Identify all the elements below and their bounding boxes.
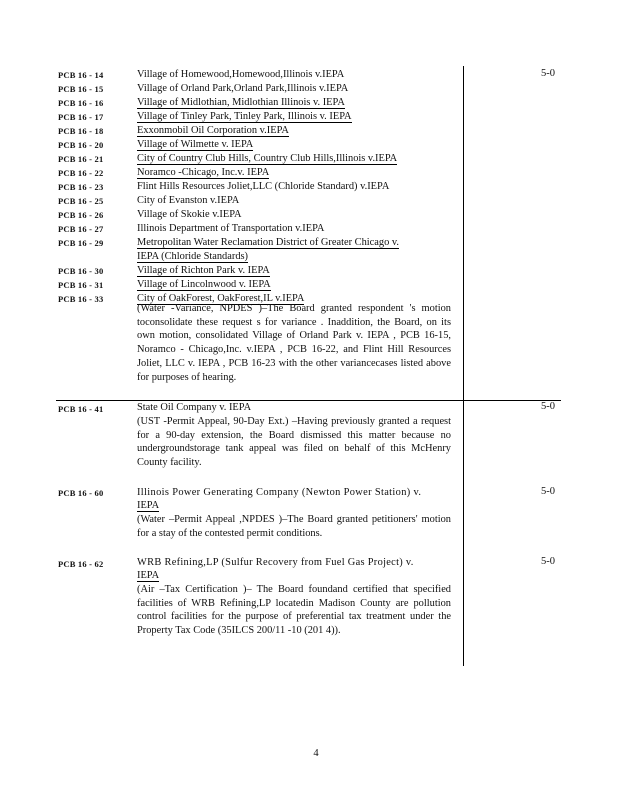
- case-number: PCB 16 - 62: [58, 559, 104, 569]
- table-vertical-rule: [463, 66, 464, 666]
- case-title: Village of Tinley Park, Tinley Park, Illinois v. IEPA: [137, 111, 352, 122]
- case-title: City of OakForest, OakForest,IL v.IEPA: [137, 293, 305, 304]
- case-title: Metropolitan Water Reclamation District of Greater Chicago v.: [137, 237, 400, 248]
- case-number: PCB 16 - 23: [58, 182, 104, 192]
- case-title-line: [137, 208, 242, 222]
- vote-count: 5-0: [541, 68, 555, 79]
- case-title-line: [137, 222, 324, 236]
- case-number: PCB 16 - 30: [58, 266, 104, 276]
- case-title-line: [137, 96, 345, 110]
- case-title: Exxonmobil Oil Corporation v.IEPA: [137, 125, 289, 136]
- case-title: Village of Orland Park,Orland Park,Illinois v.IEPA: [137, 83, 349, 94]
- case-number: PCB 16 - 33: [58, 294, 104, 304]
- case-number: PCB 16 - 20: [58, 140, 104, 150]
- case-title-line: [137, 194, 239, 208]
- case-number: PCB 16 - 16: [58, 98, 104, 108]
- vote-count: 5-0: [541, 556, 555, 567]
- case-title: WRB Refining,LP (Sulfur Recovery from Fuel Gas Project) v.: [137, 557, 414, 568]
- case-description: (Water –Permit Appeal ,NPDES )–The Board granted petitioners' motion for a stay of the contested permit conditions.: [137, 514, 451, 539]
- row-separator: [56, 400, 561, 401]
- case-number: PCB 16 - 31: [58, 280, 104, 290]
- case-title-line: [137, 152, 397, 166]
- case-title: Flint Hills Resources Joliet,LLC (Chloride Standard) v.IEPA: [137, 181, 390, 192]
- case-title-respondent: IEPA: [137, 500, 160, 511]
- case-title-line: [137, 264, 270, 278]
- case-title: Illinois Power Generating Company (Newton Power Station) v.: [137, 487, 422, 498]
- case-title-continued: [137, 569, 159, 583]
- case-number: PCB 16 - 14: [58, 70, 104, 80]
- case-number: PCB 16 - 25: [58, 196, 104, 206]
- case-number: PCB 16 - 29: [58, 238, 104, 248]
- case-title-line: [137, 68, 344, 82]
- case-description: (UST -Permit Appeal, 90-Day Ext.) –Having previously granted a request for a 90-day extension, the Board dismissed this matter because no undergroundstorage tank appeal was filed on behalf of this McHenry County facility.: [137, 416, 451, 469]
- case-number: PCB 16 - 26: [58, 210, 104, 220]
- vote-count: 5-0: [541, 401, 555, 412]
- case-title: City of Evanston v.IEPA: [137, 195, 240, 206]
- case-title-line: [137, 250, 248, 264]
- vote-count: 5-0: [541, 486, 555, 497]
- case-title-line: [137, 166, 269, 180]
- case-number: PCB 16 - 18: [58, 126, 104, 136]
- case-title: Noramco -Chicago, Inc.v. IEPA: [137, 167, 270, 178]
- case-number: PCB 16 - 21: [58, 154, 104, 164]
- case-title: City of Country Club Hills, Country Club Hills,Illinois v.IEPA: [137, 153, 398, 164]
- case-title: Village of Midlothian, Midlothian Illinois v. IEPA: [137, 97, 345, 108]
- case-description: (Air –Tax Certification )– The Board foundand certified that specified facilities of WRB Refining,LP locatedin Madison County are pollution control facilities for the purpose of preferential tax treatment under the Property Tax Code (35ILCS 200/11 -10 (201 4)).: [137, 584, 451, 637]
- case-description: (Water -Variance, NPDES )–The Board granted respondent 's motion toconsolidate these request s for variance . Inaddition, the Board, on its own motion, consolidated Village of Orland Park v. IEPA , PCB 16-15, Noramco - Chicago,Inc. v.IEPA , PCB 16-22, and Flint Hill Resources Joliet, LLC v. IEPA , PCB 16-23 with the other variancecases listed above for purposes of hearing.: [137, 303, 451, 383]
- case-title: State Oil Company v. IEPA: [137, 402, 252, 413]
- case-title-respondent: IEPA: [137, 570, 160, 581]
- case-title-continued: [137, 499, 159, 513]
- case-number: PCB 16 - 22: [58, 168, 104, 178]
- case-number: PCB 16 - 41: [58, 404, 104, 414]
- case-title: Village of Wilmette v. IEPA: [137, 139, 254, 150]
- case-title: Village of Homewood,Homewood,Illinois v.IEPA: [137, 69, 345, 80]
- case-title: Village of Lincolnwood v. IEPA: [137, 279, 271, 290]
- case-title-line: [137, 124, 289, 138]
- case-title: Village of Skokie v.IEPA: [137, 209, 242, 220]
- case-title-line: [137, 278, 271, 292]
- case-number: PCB 16 - 15: [58, 84, 104, 94]
- case-title-line: [137, 236, 399, 250]
- case-number: PCB 16 - 60: [58, 488, 104, 498]
- case-number: PCB 16 - 17: [58, 112, 104, 122]
- page-number: 4: [313, 748, 319, 759]
- case-title-line: [137, 138, 253, 152]
- case-title-line: [137, 82, 348, 96]
- case-number: PCB 16 - 27: [58, 224, 104, 234]
- case-title: IEPA (Chloride Standards): [137, 251, 249, 262]
- case-title-line: [137, 110, 352, 124]
- case-title: Illinois Department of Transportation v.IEPA: [137, 223, 325, 234]
- case-title-line: [137, 180, 389, 194]
- case-title: Village of Richton Park v. IEPA: [137, 265, 270, 276]
